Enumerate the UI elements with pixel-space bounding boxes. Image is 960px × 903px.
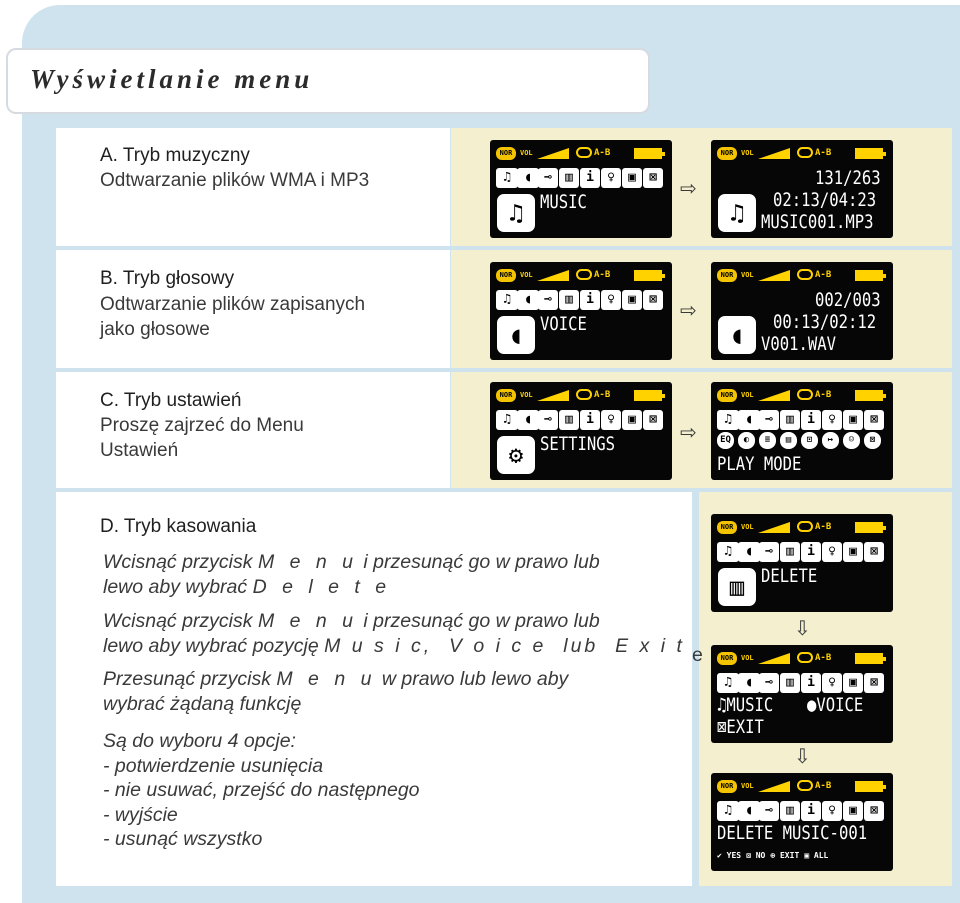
section-b-heading: B. Tryb głosowy	[100, 268, 235, 289]
option-no: ⊠ NO	[746, 851, 766, 860]
repeat-icon	[797, 269, 813, 280]
option-yes: ✔ YES	[717, 851, 742, 860]
repeat-icon	[576, 269, 592, 280]
ab-label: A-B	[815, 653, 832, 663]
section-b-text: Odtwarzanie plików zapisanych jako głosowe	[100, 294, 366, 340]
stray-letter: e	[692, 644, 703, 666]
settings-icon: ⚙	[497, 436, 535, 474]
vol-label: VOL	[741, 782, 754, 790]
vol-label: VOL	[741, 271, 754, 279]
battery-icon	[855, 390, 883, 401]
title-box	[6, 48, 650, 114]
track-counter: 002/003	[815, 289, 881, 311]
volume-icon	[758, 270, 790, 281]
screen-music-playing	[711, 140, 893, 238]
repeat-icon	[797, 389, 813, 400]
screen-text: ●VOICE	[807, 694, 864, 716]
music-icon: ♫	[497, 194, 535, 232]
setting-option-icon: ▤	[780, 432, 797, 449]
ab-label: A-B	[815, 148, 832, 158]
delete-icon: ▥	[559, 290, 579, 310]
screen-text: SETTINGS	[540, 433, 616, 455]
volume-icon	[758, 390, 790, 401]
music-icon: ♫	[496, 290, 518, 310]
nor-badge: NOR	[496, 389, 516, 402]
fm-icon: ▣	[843, 801, 863, 821]
exit-icon: ⊠	[643, 290, 663, 310]
screen-text: ♫MUSIC	[717, 694, 774, 716]
music-icon: ♫	[717, 673, 739, 693]
delete-icon: ▥	[780, 801, 800, 821]
section-d-heading: D. Tryb kasowania	[100, 516, 257, 537]
section-c-heading: C. Tryb ustawień	[100, 390, 242, 411]
fm-icon: ▣	[843, 673, 863, 693]
screen-text: ⊠EXIT	[717, 716, 764, 738]
music-icon: ♫	[717, 542, 739, 562]
battery-icon	[634, 390, 662, 401]
setting-option-icon: ≡	[759, 432, 776, 449]
nor-badge: NOR	[717, 780, 737, 793]
arrow-right-icon: ⇨	[680, 422, 697, 444]
exit-icon: ⊠	[643, 168, 663, 188]
exit-icon: ⊠	[643, 410, 663, 430]
record-icon: ⊸	[538, 168, 558, 188]
screen-text: VOICE	[540, 313, 587, 335]
battery-icon	[634, 148, 662, 159]
info-icon: i	[580, 290, 600, 310]
nor-badge: NOR	[717, 521, 737, 534]
vol-label: VOL	[741, 654, 754, 662]
screen-text: MUSIC	[540, 191, 587, 213]
setting-option-icon: ⊡	[801, 432, 818, 449]
nor-badge: NOR	[717, 389, 737, 402]
option-all: ▣ ALL	[804, 851, 829, 860]
vol-label: VOL	[741, 523, 754, 531]
screen-settings-menu	[490, 382, 672, 480]
nor-badge: NOR	[717, 269, 737, 282]
track-counter: 131/263	[815, 167, 881, 189]
volume-icon	[537, 390, 569, 401]
status-bar	[717, 147, 887, 161]
ab-label: A-B	[815, 781, 832, 791]
status-bar	[717, 389, 887, 403]
screen-delete-menu	[711, 514, 893, 612]
record-icon: ⊸	[759, 801, 779, 821]
mic-icon: ♀	[822, 410, 842, 430]
ab-label: A-B	[815, 390, 832, 400]
mic-icon: ♀	[601, 168, 621, 188]
volume-icon	[758, 781, 790, 792]
fm-icon: ▣	[843, 542, 863, 562]
battery-icon	[855, 653, 883, 664]
mic-icon: ♀	[822, 542, 842, 562]
section-d-paragraph-4: Są do wyboru 4 opcje: - potwierdzenie usunięcia - nie usuwać, przejść do następnego - wyjście - usunąć wszystko	[103, 730, 420, 850]
time-readout: 00:13/02:12	[773, 311, 877, 333]
status-bar	[496, 147, 666, 161]
battery-icon	[855, 522, 883, 533]
screen-voice-menu	[490, 262, 672, 360]
battery-icon	[855, 270, 883, 281]
record-icon: ⊸	[759, 410, 779, 430]
vol-label: VOL	[520, 391, 533, 399]
option-exit: ⊕ EXIT	[770, 851, 800, 860]
arrow-right-icon: ⇨	[680, 300, 697, 322]
music-icon: ♫	[496, 168, 518, 188]
record-icon: ⊸	[759, 542, 779, 562]
music-icon: ♫	[718, 194, 756, 232]
info-icon: i	[801, 410, 821, 430]
screen-voice-playing	[711, 262, 893, 360]
setting-option-icon: ↦	[822, 432, 839, 449]
ab-label: A-B	[815, 270, 832, 280]
ab-label: A-B	[815, 522, 832, 532]
voice-icon: ◖	[517, 410, 539, 430]
record-icon: ⊸	[538, 290, 558, 310]
voice-icon: ◖	[738, 673, 760, 693]
voice-icon: ◖	[738, 410, 760, 430]
repeat-icon	[797, 147, 813, 158]
exit-icon: ⊠	[864, 410, 884, 430]
arrow-down-icon: ⇩	[794, 618, 811, 640]
info-icon: i	[801, 542, 821, 562]
volume-icon	[758, 653, 790, 664]
repeat-icon	[797, 652, 813, 663]
screen-music-menu	[490, 140, 672, 238]
volume-icon	[537, 270, 569, 281]
battery-icon	[855, 148, 883, 159]
section-a-heading: A. Tryb muzyczny	[100, 145, 250, 166]
delete-icon: ▥	[718, 568, 756, 606]
status-bar	[717, 780, 887, 794]
setting-option-icon: ☺	[843, 432, 860, 449]
status-bar	[717, 521, 887, 535]
repeat-icon	[576, 147, 592, 158]
info-icon: i	[801, 801, 821, 821]
delete-icon: ▥	[780, 673, 800, 693]
voice-icon: ◖	[497, 316, 535, 354]
file-name: MUSIC001.MP3	[761, 211, 874, 233]
status-bar	[717, 652, 887, 666]
nor-badge: NOR	[496, 269, 516, 282]
voice-icon: ◖	[738, 801, 760, 821]
info-icon: i	[580, 168, 600, 188]
status-bar	[496, 389, 666, 403]
screen-delete-confirm	[711, 773, 893, 871]
voice-icon: ◖	[718, 316, 756, 354]
section-a-text: Odtwarzanie plików WMA i MP3	[100, 170, 370, 191]
info-icon: i	[801, 673, 821, 693]
arrow-right-icon: ⇨	[680, 178, 697, 200]
fm-icon: ▣	[622, 168, 642, 188]
exit-icon: ⊠	[864, 542, 884, 562]
time-readout: 02:13/04:23	[773, 189, 877, 211]
setting-option-icon: EQ	[717, 432, 734, 449]
mic-icon: ♀	[822, 673, 842, 693]
arrow-down-icon: ⇩	[794, 746, 811, 768]
nor-badge: NOR	[496, 147, 516, 160]
section-d-paragraph-3: Przesunąć przycisk M e n u w prawo lub lewo aby wybrać żądaną funkcję	[103, 668, 569, 715]
repeat-icon	[797, 521, 813, 532]
repeat-icon	[576, 389, 592, 400]
nor-badge: NOR	[717, 147, 737, 160]
battery-icon	[855, 781, 883, 792]
nor-badge: NOR	[717, 652, 737, 665]
record-icon: ⊸	[759, 673, 779, 693]
delete-icon: ▥	[559, 410, 579, 430]
setting-option-icon: ⊠	[864, 432, 881, 449]
screen-text: PLAY MODE	[717, 453, 802, 475]
vol-label: VOL	[741, 149, 754, 157]
screen-play-mode	[711, 382, 893, 480]
music-icon: ♫	[717, 410, 739, 430]
voice-icon: ◖	[517, 290, 539, 310]
vol-label: VOL	[520, 149, 533, 157]
fm-icon: ▣	[622, 290, 642, 310]
ab-label: A-B	[594, 148, 611, 158]
mic-icon: ♀	[822, 801, 842, 821]
volume-icon	[758, 148, 790, 159]
vol-label: VOL	[520, 271, 533, 279]
mic-icon: ♀	[601, 410, 621, 430]
fm-icon: ▣	[843, 410, 863, 430]
setting-option-icon: ◐	[738, 432, 755, 449]
repeat-icon	[797, 780, 813, 791]
voice-icon: ◖	[517, 168, 539, 188]
file-name: V001.WAV	[761, 333, 837, 355]
exit-icon: ⊠	[864, 801, 884, 821]
exit-icon: ⊠	[864, 673, 884, 693]
mic-icon: ♀	[601, 290, 621, 310]
delete-options	[717, 851, 833, 860]
ab-label: A-B	[594, 390, 611, 400]
screen-text: DELETE MUSIC-001	[717, 822, 868, 844]
battery-icon	[634, 270, 662, 281]
section-d-paragraph-2: Wcisnąć przycisk M e n u i przesunąć go w prawo lub lewo aby wybrać pozycję M u s i c, V o i c e lub E x i t	[103, 610, 685, 657]
section-c-text: Proszę zajrzeć do Menu Ustawień	[100, 415, 304, 461]
vol-label: VOL	[741, 391, 754, 399]
music-icon: ♫	[496, 410, 518, 430]
volume-icon	[537, 148, 569, 159]
section-d-paragraph-1: Wcisnąć przycisk M e n u i przesunąć go w prawo lub lewo aby wybrać D e l e t e	[103, 551, 600, 598]
info-icon: i	[580, 410, 600, 430]
fm-icon: ▣	[622, 410, 642, 430]
delete-icon: ▥	[559, 168, 579, 188]
voice-icon: ◖	[738, 542, 760, 562]
volume-icon	[758, 522, 790, 533]
ab-label: A-B	[594, 270, 611, 280]
delete-icon: ▥	[780, 542, 800, 562]
screen-text: DELETE	[761, 565, 818, 587]
status-bar	[496, 269, 666, 283]
screen-delete-choose	[711, 645, 893, 743]
music-icon: ♫	[717, 801, 739, 821]
status-bar	[717, 269, 887, 283]
delete-icon: ▥	[780, 410, 800, 430]
record-icon: ⊸	[538, 410, 558, 430]
page-title: Wyświetlanie menu	[30, 64, 314, 94]
